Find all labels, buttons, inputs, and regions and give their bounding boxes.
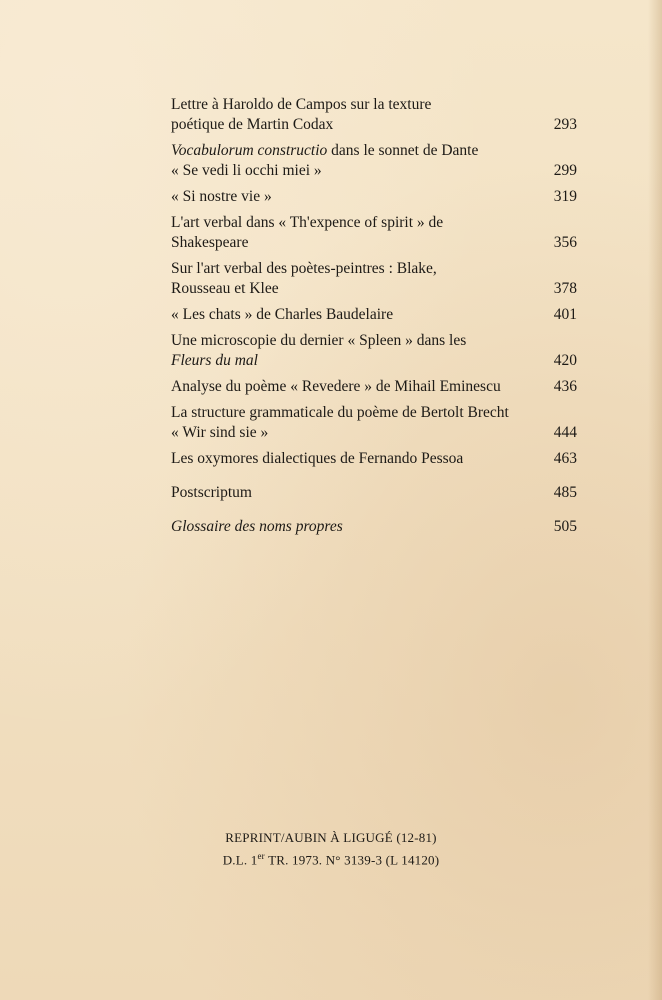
toc-entry-page: 378 [553, 280, 577, 297]
toc-entry-title: Analyse du poème « Revedere » de Mihail Eminescu [171, 378, 501, 395]
toc-entry-title: Les oxymores dialectiques de Fernando Pessoa [171, 450, 464, 467]
toc-entry [171, 305, 577, 325]
colophon-printer-line: REPRINT/AUBIN À LIGUGÉ (12-81) [225, 830, 437, 845]
toc-entry [171, 213, 577, 253]
toc-entry-page: 299 [553, 162, 577, 179]
toc-entry-title: Postscriptum [171, 484, 252, 501]
printer-colophon [0, 829, 662, 869]
toc-entry-page: 485 [553, 484, 577, 501]
toc-entry [171, 517, 577, 537]
toc-entry-title: « Les chats » de Charles Baudelaire [171, 306, 394, 323]
toc-entry-page: 420 [553, 352, 577, 369]
toc-entry [171, 377, 577, 397]
toc-entry [171, 403, 577, 443]
toc-entry [171, 187, 577, 207]
toc-entry-page: 444 [553, 424, 577, 441]
toc-entry-page: 356 [553, 234, 577, 251]
toc-entry [171, 331, 577, 371]
toc-entry-title: Lettre à Haroldo de Campos sur la texture poétique de Martin Codax [171, 96, 432, 133]
colophon-legal-deposit-line: D.L. 1er TR. 1973. N° 3139-3 (L 14120) [222, 851, 440, 868]
toc-entry-page: 436 [553, 378, 577, 395]
toc-entry-title: La structure grammaticale du poème de Bertolt Brecht « Wir sind sie » [171, 404, 509, 441]
toc-entry-title: L'art verbal dans « Th'expence of spirit » de Shakespeare [171, 214, 444, 251]
table-of-contents [171, 95, 577, 537]
toc-entry-page: 463 [553, 450, 577, 467]
toc-entry [171, 95, 577, 135]
toc-entry-page: 293 [553, 116, 577, 133]
toc-entry-title: Une microscopie du dernier « Spleen » dans les Fleurs du mal [171, 332, 467, 369]
toc-entry-title: Sur l'art verbal des poètes-peintres : Blake, Rousseau et Klee [171, 260, 437, 297]
toc-entry-page: 505 [553, 518, 577, 535]
toc-entry-title: Vocabulorum constructio dans le sonnet de Dante « Se vedi li occhi miei » [171, 142, 479, 179]
toc-entry-page: 319 [553, 188, 577, 205]
toc-entry [171, 259, 577, 299]
toc-entry-title: Glossaire des noms propres [171, 518, 343, 535]
toc-entry-title: « Si nostre vie » [171, 188, 272, 205]
toc-entry [171, 141, 577, 181]
toc-entry-page: 401 [553, 306, 577, 323]
toc-entry [171, 483, 577, 503]
toc-entry [171, 449, 577, 469]
